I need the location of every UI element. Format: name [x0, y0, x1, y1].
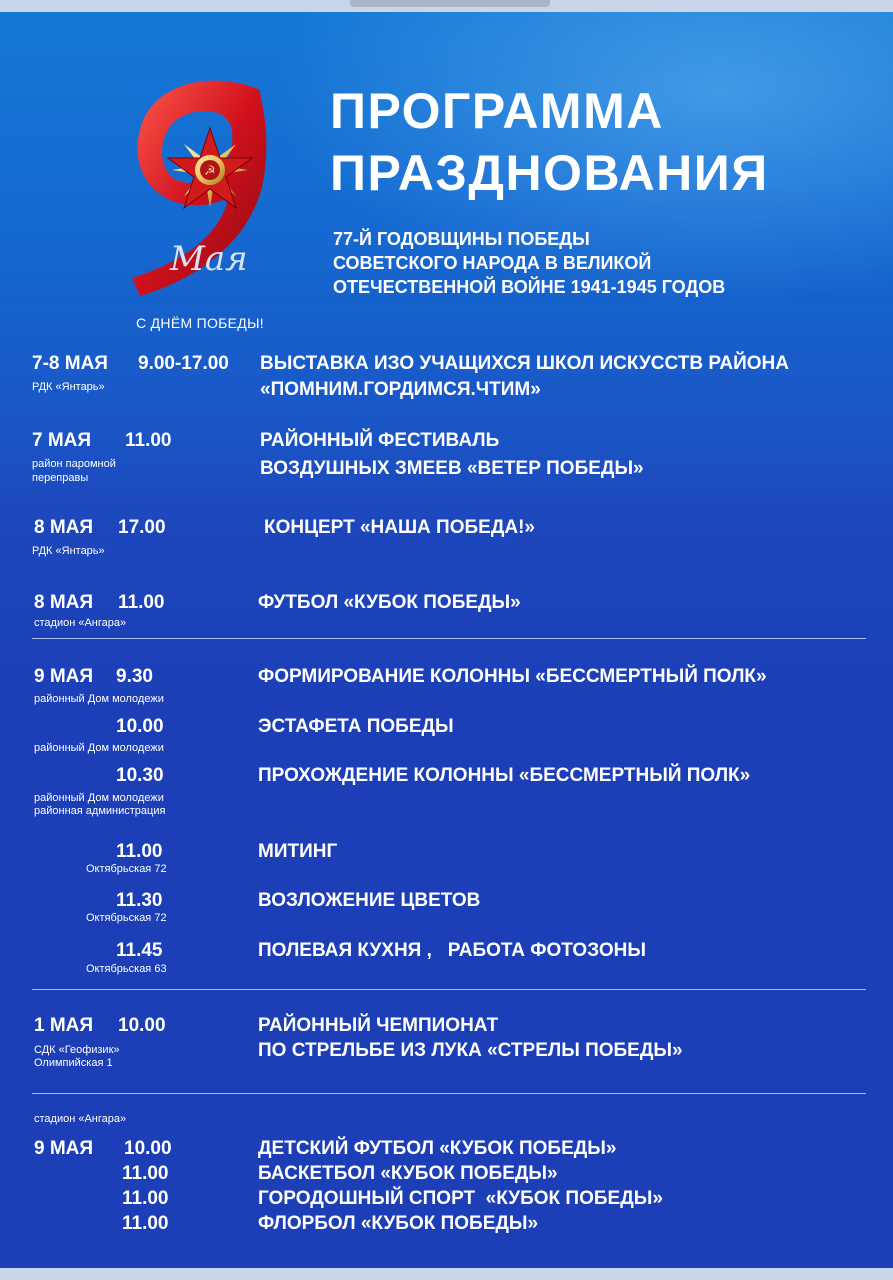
event-place: Октябрьская 63 — [86, 963, 167, 975]
section-divider — [32, 989, 866, 990]
top-edge-fragment — [350, 0, 550, 7]
event-place: районная администрация — [34, 805, 166, 817]
event-title: РАЙОННЫЙ ЧЕМПИОНАТ — [258, 1015, 499, 1036]
sports-title: ФЛОРБОЛ «КУБОК ПОБЕДЫ» — [258, 1213, 539, 1234]
event-title: МИТИНГ — [258, 841, 338, 862]
event-time: 11.00 — [116, 841, 163, 862]
bottom-edge-strip — [0, 1268, 893, 1280]
event-time: 10.00 — [116, 716, 164, 737]
event-date: 7 МАЯ — [32, 430, 92, 451]
event-place: СДК «Геофизик» — [34, 1044, 120, 1056]
event-title: ПРОХОЖДЕНИЕ КОЛОННЫ «БЕССМЕРТНЫЙ ПОЛК» — [258, 765, 751, 786]
event-title: РАЙОННЫЙ ФЕСТИВАЛЬ — [260, 430, 500, 451]
event-place: Олимпийская 1 — [34, 1057, 113, 1069]
event-place: Октябрьская 72 — [86, 912, 167, 924]
title-line-1: ПРОГРАММА — [330, 83, 664, 139]
event-date: 9 МАЯ — [34, 666, 94, 687]
event-place: переправы — [32, 472, 89, 484]
event-time: 9.00-17.00 — [138, 353, 229, 374]
event-place: Октябрьская 72 — [86, 863, 167, 875]
event-title: ФУТБОЛ «КУБОК ПОБЕДЫ» — [258, 592, 521, 613]
event-title: ВЫСТАВКА ИЗО УЧАЩИХСЯ ШКОЛ ИСКУССТВ РАЙОНА — [260, 353, 789, 374]
event-date: 8 МАЯ — [34, 592, 94, 613]
subtitle-line-2: СОВЕТСКОГО НАРОДА В ВЕЛИКОЙ — [333, 253, 652, 273]
emblem-script-text: Мая — [170, 239, 248, 279]
emblem-caption: С ДНЁМ ПОБЕДЫ! — [136, 315, 264, 331]
section-divider — [32, 1093, 866, 1094]
event-time: 9.30 — [116, 666, 153, 687]
section-divider — [32, 638, 866, 639]
event-place: РДК «Янтарь» — [32, 381, 105, 393]
event-place: район паромной — [32, 458, 116, 470]
sports-time: 11.00 — [122, 1213, 169, 1234]
event-date: 7-8 МАЯ — [32, 353, 108, 374]
event-date: 1 МАЯ — [34, 1015, 94, 1036]
event-title: ВОЗДУШНЫХ ЗМЕЕВ «ВЕТЕР ПОБЕДЫ» — [260, 458, 644, 479]
hammer-sickle-symbol: ☭ — [204, 164, 216, 179]
event-place: районный Дом молодежи — [34, 742, 164, 754]
event-time: 11.45 — [116, 940, 163, 961]
event-place: районный Дом молодежи — [34, 792, 164, 804]
sports-time: 11.00 — [122, 1188, 169, 1209]
event-title: «ПОМНИМ.ГОРДИМСЯ.ЧТИМ» — [260, 379, 541, 400]
event-time: 11.00 — [125, 430, 172, 451]
event-place: РДК «Янтарь» — [32, 545, 105, 557]
event-title: ФОРМИРОВАНИЕ КОЛОННЫ «БЕССМЕРТНЫЙ ПОЛК» — [258, 666, 767, 687]
sports-title: ГОРОДОШНЫЙ СПОРТ «КУБОК ПОБЕДЫ» — [258, 1188, 663, 1209]
top-edge-strip — [0, 0, 893, 12]
event-title: ЭСТАФЕТА ПОБЕДЫ — [258, 716, 454, 737]
event-time: 10.00 — [118, 1015, 166, 1036]
sports-title: БАСКЕТБОЛ «КУБОК ПОБЕДЫ» — [258, 1163, 558, 1184]
sports-date: 9 МАЯ — [34, 1138, 94, 1159]
event-time: 11.30 — [116, 890, 163, 911]
victory-day-emblem — [110, 70, 290, 310]
sports-title: ДЕТСКИЙ ФУТБОЛ «КУБОК ПОБЕДЫ» — [258, 1138, 617, 1159]
sports-time: 11.00 — [122, 1163, 169, 1184]
sports-place: стадион «Ангара» — [34, 1113, 127, 1125]
event-title: ПОЛЕВАЯ КУХНЯ , РАБОТА ФОТОЗОНЫ — [258, 940, 646, 961]
event-place: стадион «Ангара» — [34, 617, 127, 629]
subtitle-line-3: ОТЕЧЕСТВЕННОЙ ВОЙНЕ 1941-1945 ГОДОВ — [333, 277, 726, 297]
subtitle-line-1: 77-Й ГОДОВЩИНЫ ПОБЕДЫ — [333, 229, 590, 249]
event-title: ВОЗЛОЖЕНИЕ ЦВЕТОВ — [258, 890, 481, 911]
event-title: КОНЦЕРТ «НАША ПОБЕДА!» — [264, 517, 535, 538]
sports-time: 10.00 — [124, 1138, 172, 1159]
event-place: районный Дом молодежи — [34, 693, 164, 705]
event-time: 17.00 — [118, 517, 166, 538]
title-line-2: ПРАЗДНОВАНИЯ — [330, 145, 769, 201]
event-date: 8 МАЯ — [34, 517, 94, 538]
event-time: 10.30 — [116, 765, 164, 786]
event-title: ПО СТРЕЛЬБЕ ИЗ ЛУКА «СТРЕЛЫ ПОБЕДЫ» — [258, 1040, 683, 1061]
event-time: 11.00 — [118, 592, 165, 613]
